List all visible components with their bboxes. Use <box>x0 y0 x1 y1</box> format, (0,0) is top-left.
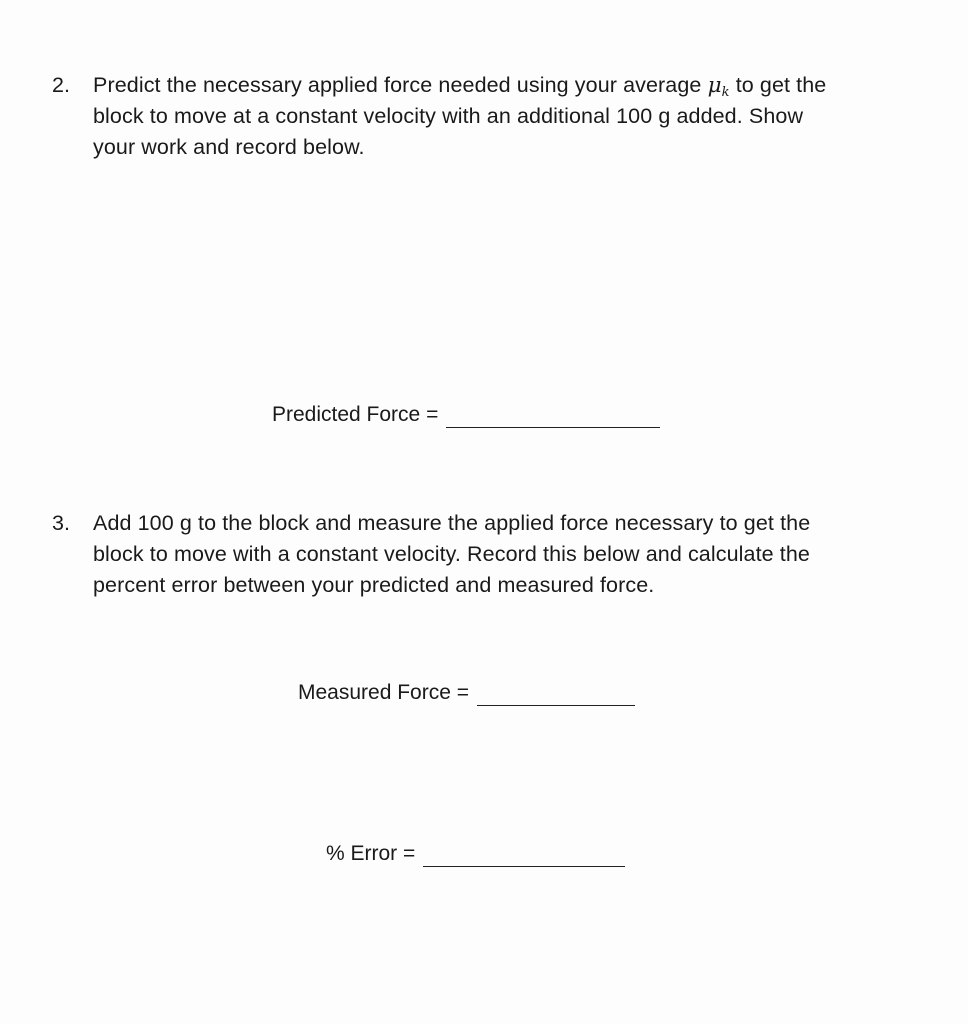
predicted-force-row <box>272 402 660 428</box>
question-3-line-2: block to move with a constant velocity. Record this below and calculate the <box>93 542 810 566</box>
question-2-line-2: block to move at a constant velocity with an additional 100 g added. Show <box>93 104 804 128</box>
question-2-line-3: your work and record below. <box>93 135 365 159</box>
mu-symbol: μ <box>707 73 722 98</box>
predicted-force-label: Predicted Force = <box>272 403 439 426</box>
question-2-line-1-end: to get the <box>729 73 827 97</box>
measured-force-blank[interactable] <box>477 685 635 706</box>
percent-error-label: % Error = <box>326 842 416 865</box>
question-3-line-3: percent error between your predicted and measured force. <box>93 573 655 597</box>
question-2-line-1 <box>93 70 928 101</box>
question-2-number: 2. <box>52 73 71 97</box>
measured-force-label: Measured Force = <box>298 681 469 704</box>
percent-error-row <box>326 841 625 867</box>
question-3-text <box>93 508 928 601</box>
question-2-line-1-start: Predict the necessary applied force needed using your average <box>93 73 708 97</box>
percent-error-blank[interactable] <box>423 846 625 867</box>
predicted-force-blank[interactable] <box>446 407 660 428</box>
measured-force-row <box>298 680 635 706</box>
question-3-line-1: Add 100 g to the block and measure the applied force necessary to get the <box>93 511 811 535</box>
mu-subscript: k <box>721 85 730 100</box>
mu-k-symbol <box>708 73 730 98</box>
question-2-text <box>93 70 928 163</box>
question-3-number: 3. <box>52 511 71 535</box>
